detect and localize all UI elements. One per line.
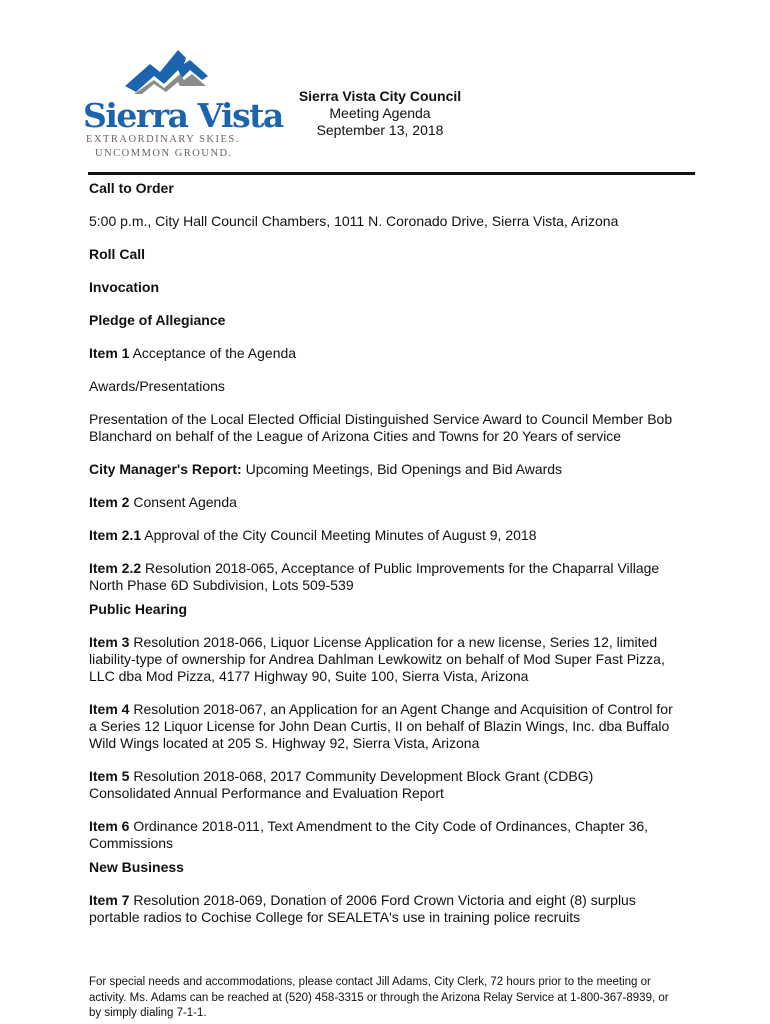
- item-text: Resolution 2018-065, Acceptance of Public Improvements for the Chaparral Village North Phase 6D Subdivision, Lots 509-539: [89, 560, 660, 593]
- logo-tagline-1: EXTRAORDINARY SKIES.: [86, 134, 240, 145]
- item-label: Item 2: [89, 494, 130, 510]
- agenda-item-3: [89, 634, 674, 685]
- agenda-item-7: [89, 892, 674, 926]
- item-label: Item 6: [89, 818, 130, 834]
- city-manager-report: [89, 461, 674, 478]
- item-text: Approval of the City Council Meeting Minutes of August 9, 2018: [141, 527, 537, 543]
- item-label: Item 4: [89, 701, 130, 717]
- logo-wordmark: Sierra Vista: [83, 96, 283, 135]
- section-awards: Awards/Presentations: [89, 378, 225, 394]
- section-public-hearing: Public Hearing: [89, 601, 188, 617]
- council-title: Sierra Vista City Council: [298, 88, 462, 104]
- item-label: Item 2.1: [89, 527, 142, 543]
- agenda-item-4: [89, 701, 674, 752]
- section-roll-call: Roll Call: [89, 246, 146, 262]
- section-call-to-order: Call to Order: [89, 180, 174, 196]
- header-rule: [88, 172, 695, 175]
- agenda-item-1: [89, 345, 674, 362]
- mountain-logo-icon: [120, 42, 210, 102]
- agenda-item-2-1: [89, 527, 674, 544]
- item-label: Item 5: [89, 768, 130, 784]
- agenda-item-6: [89, 818, 674, 852]
- logo-tagline-2: UNCOMMON GROUND.: [95, 148, 233, 159]
- item-text: Consent Agenda: [129, 494, 237, 510]
- item-label: City Manager's Report:: [89, 461, 242, 477]
- item-label: Item 3: [89, 634, 130, 650]
- agenda-item-2-2: [89, 560, 674, 594]
- item-text: Resolution 2018-068, 2017 Community Development Block Grant (CDBG) Consolidated Annual Performance and Evaluation Report: [89, 768, 594, 801]
- agenda-item-5: [89, 768, 674, 802]
- item-text: Acceptance of the Agenda: [129, 345, 297, 361]
- item-text: Ordinance 2018-011, Text Amendment to the City Code of Ordinances, Chapter 36, Commissions: [89, 818, 649, 851]
- accommodation-footer: For special needs and accommodations, please contact Jill Adams, City Clerk, 72 hours prior to the meeting or activity. Ms. Adams can be reached at (520) 458-3315 or through the Arizona Relay Service at 1-800-367-8939, or by simply dialing 7-1-1.: [89, 976, 669, 1019]
- meeting-location: 5:00 p.m., City Hall Council Chambers, 1011 N. Coronado Drive, Sierra Vista, Arizona: [89, 213, 619, 229]
- item-text: Resolution 2018-067, an Application for an Agent Change and Acquisition of Control for a Series 12 Liquor License for John Dean Curtis, II on behalf of Blazin Wings, Inc. dba Buffalo Wild Wings located at 205 S. Highway 92, Sierra Vista, Arizona: [89, 701, 673, 751]
- sierra-vista-logo: [80, 42, 283, 162]
- item-text: Upcoming Meetings, Bid Openings and Bid Awards: [241, 461, 563, 477]
- section-new-business: New Business: [89, 859, 184, 875]
- item-label: Item 1: [89, 345, 130, 361]
- agenda-item-2: [89, 494, 674, 511]
- agenda-header: [280, 88, 480, 139]
- agenda-subtitle: Meeting Agenda: [329, 105, 431, 121]
- item-text: Resolution 2018-069, Donation of 2006 Ford Crown Victoria and eight (8) surplus portable radios to Cochise College for SEALETA's use in training police recruits: [89, 892, 636, 925]
- section-pledge: Pledge of Allegiance: [89, 312, 226, 328]
- meeting-date: September 13, 2018: [316, 122, 444, 138]
- section-invocation: Invocation: [89, 279, 160, 295]
- agenda-body: [89, 178, 674, 926]
- item-label: Item 7: [89, 892, 130, 908]
- item-label: Item 2.2: [89, 560, 142, 576]
- presentation-text: Presentation of the Local Elected Official Distinguished Service Award to Council Member Bob Blanchard on behalf of the League of Arizona Cities and Towns for 20 Years of service: [89, 411, 673, 444]
- item-text: Resolution 2018-066, Liquor License Application for a new license, Series 12, limited liability-type of ownership for Andrea Dahlman Lewkowitz on behalf of Mod Super Fast Pizza, LLC dba Mod Pizza, 4177 Highway 90, Suite 100, Sierra Vista, Arizona: [89, 634, 665, 684]
